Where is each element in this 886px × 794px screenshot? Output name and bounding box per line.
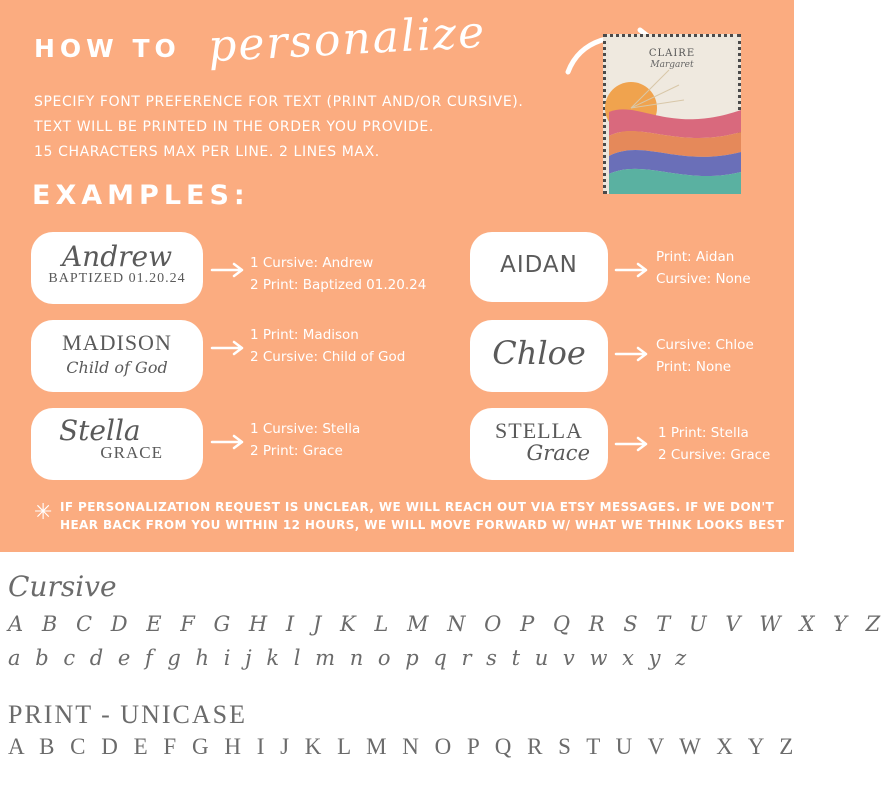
instruction-line: TEXT WILL BE PRINTED IN THE ORDER YOU PROVIDE. bbox=[34, 119, 434, 135]
example-line2: BAPTIZED 01.20.24 bbox=[48, 271, 186, 286]
cursive-uppercase-alphabet: A B C D E F G H I J K L M N O P Q R S T U V W X Y Z bbox=[8, 612, 886, 636]
example-line1: Chloe bbox=[492, 334, 586, 372]
blanket-subtitle: Margaret bbox=[650, 60, 694, 70]
example-line1: MADISON bbox=[62, 330, 172, 355]
example-description: Print: Aidan Cursive: None bbox=[656, 249, 751, 287]
arrow-right-icon bbox=[210, 262, 246, 278]
cursive-lowercase-alphabet: a b c d e f g h i j k l m n o p q r s t u v w x y z bbox=[8, 646, 691, 670]
note-line: IF PERSONALIZATION REQUEST IS UNCLEAR, WE WILL REACH OUT VIA ETSY MESSAGES. IF WE DON'T bbox=[60, 500, 775, 514]
example-description: 1 Cursive: Stella 2 Print: Grace bbox=[250, 421, 361, 459]
heading-how-to: HOW TO bbox=[34, 34, 181, 63]
example-line1: Stella bbox=[59, 414, 141, 447]
example-pill-stella bbox=[31, 408, 203, 480]
example-pill-chloe bbox=[470, 320, 608, 392]
cursive-title: Cursive bbox=[8, 570, 117, 603]
example-pill-aidan bbox=[470, 232, 608, 302]
example-description: 1 Print: Stella 2 Cursive: Grace bbox=[658, 425, 771, 463]
note-line: HEAR BACK FROM YOU WITHIN 12 HOURS, WE WILL MOVE FORWARD W/ WHAT WE THINK LOOKS BEST bbox=[60, 518, 785, 532]
example-pill-andrew bbox=[31, 232, 203, 304]
arrow-right-icon bbox=[614, 436, 650, 452]
example-line2: Child of God bbox=[66, 358, 168, 377]
example-line2: Grace bbox=[526, 441, 590, 465]
example-line1: Andrew bbox=[61, 240, 173, 273]
instruction-line: 15 CHARACTERS MAX PER LINE. 2 LINES MAX. bbox=[34, 144, 380, 160]
instruction-line: SPECIFY FONT PREFERENCE FOR TEXT (PRINT AND/OR CURSIVE). bbox=[34, 94, 524, 110]
example-pill-stella-grace bbox=[470, 408, 608, 480]
asterisk-icon: ✳ bbox=[34, 500, 53, 525]
blanket-name: CLAIRE bbox=[648, 48, 696, 59]
example-pill-madison bbox=[31, 320, 203, 392]
examples-heading: EXAMPLES: bbox=[32, 180, 250, 211]
arrow-right-icon bbox=[210, 434, 246, 450]
heading-personalize: personalize bbox=[206, 6, 488, 73]
example-description: 1 Print: Madison 2 Cursive: Child of God bbox=[250, 327, 406, 365]
arrow-right-icon bbox=[614, 346, 650, 362]
example-line1: AIDAN bbox=[500, 252, 578, 278]
print-alphabet: A B C D E F G H I J K L M N O P Q R S T U V W X Y Z bbox=[8, 734, 799, 759]
arrow-right-icon bbox=[614, 262, 650, 278]
example-description: 1 Cursive: Andrew 2 Print: Baptized 01.20.24 bbox=[250, 255, 427, 293]
print-title: PRINT - UNICASE bbox=[8, 700, 247, 729]
example-line1: STELLA bbox=[495, 418, 583, 443]
example-line2: GRACE bbox=[100, 443, 163, 462]
blanket-image bbox=[603, 34, 741, 194]
example-description: Cursive: Chloe Print: None bbox=[656, 337, 754, 375]
arrow-right-icon bbox=[210, 340, 246, 356]
